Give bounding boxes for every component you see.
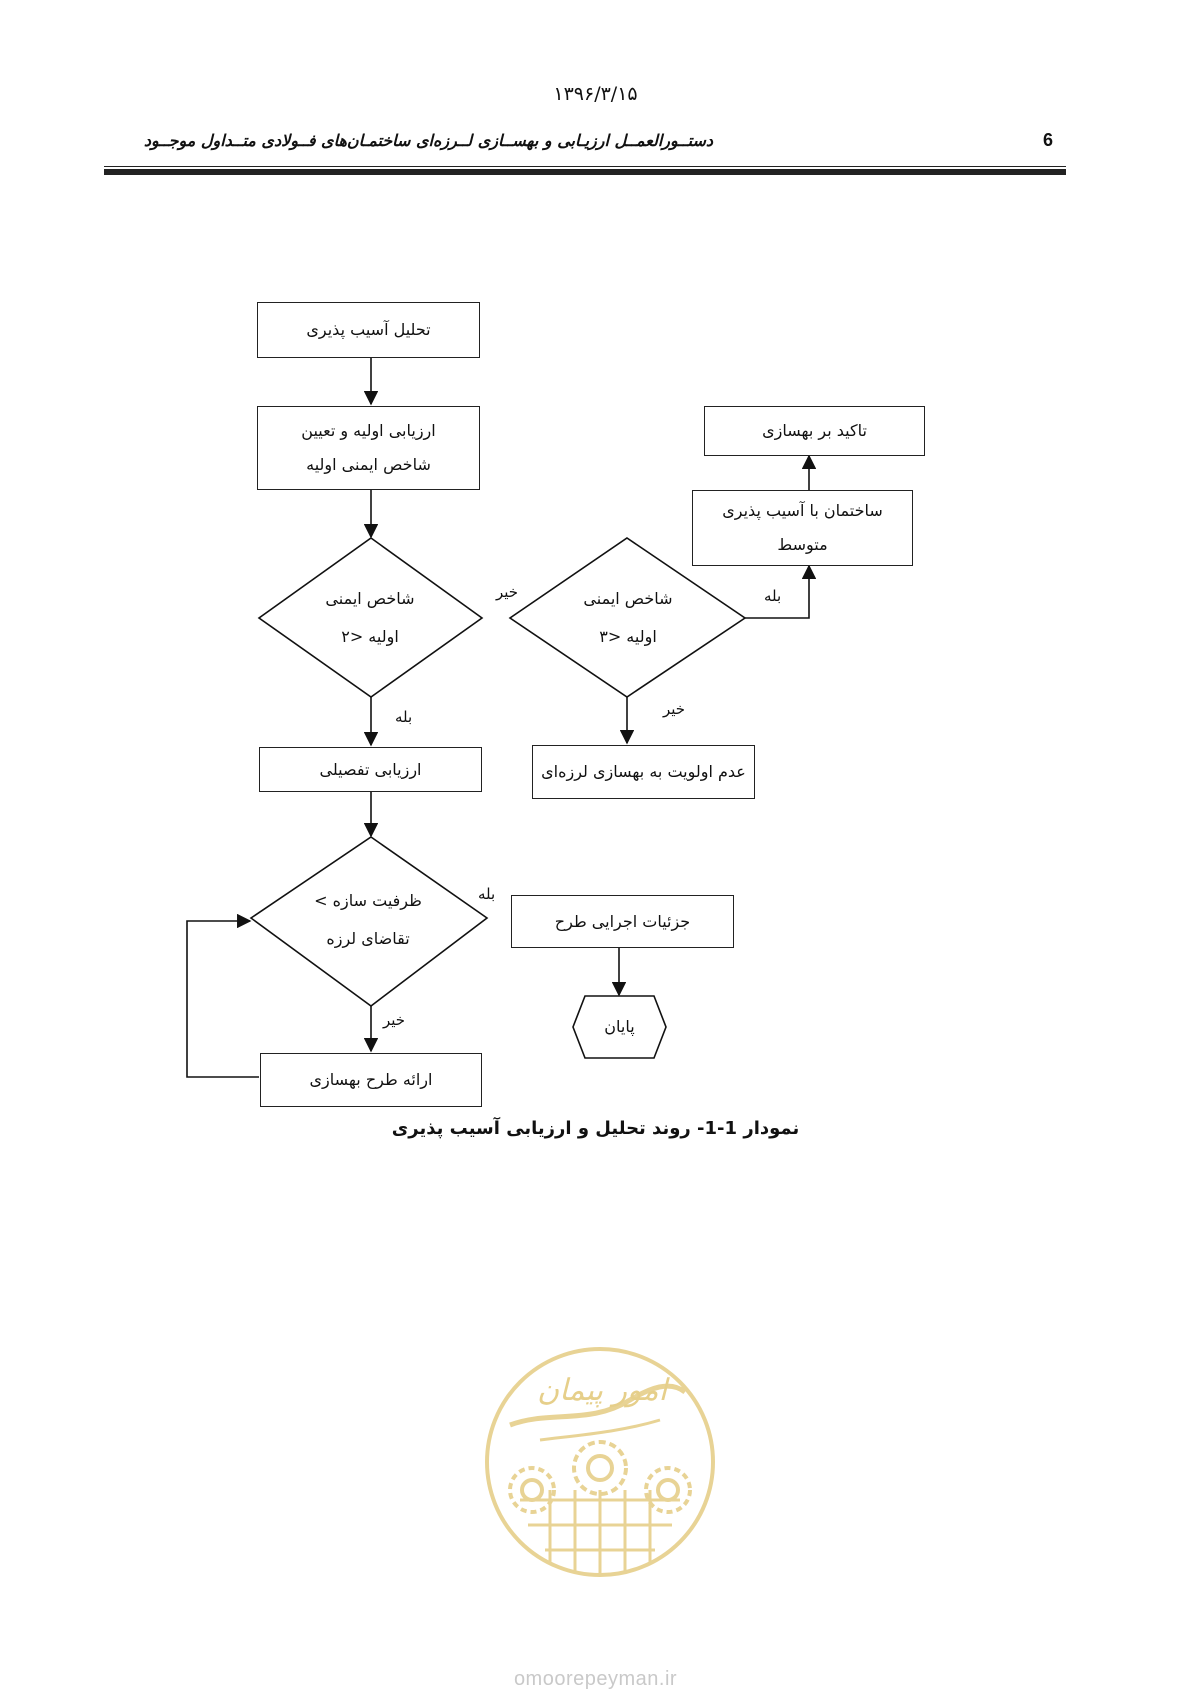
node-medium-vulnerability-label: ساختمان با آسیب پذیری متوسط bbox=[722, 501, 883, 554]
node-initial-assessment bbox=[257, 406, 480, 490]
node-medium-vulnerability bbox=[692, 490, 913, 566]
node-design-details bbox=[511, 895, 734, 948]
running-title: دستــورالعمــل ارزیـابی و بهســازی لــرزه‌ای ساختمـان‌های فــولادی متــداول موجــود bbox=[143, 131, 713, 150]
figure-caption: نمودار 1-1- روند تحلیل و ارزیابی آسیب پذیری bbox=[391, 1118, 800, 1139]
edge-label-no-3: خیر bbox=[383, 1011, 406, 1029]
decision-1-label: شاخص ایمنی اولیه <۲ bbox=[325, 589, 415, 646]
decision-3-label: ظرفیت سازه > تقاضای لرزه bbox=[314, 891, 422, 948]
page-number: 6 bbox=[1043, 130, 1054, 150]
edge-label-no-1: خیر bbox=[496, 583, 519, 601]
node-detailed-assessment-label: ارزیابی تفصیلی bbox=[319, 759, 422, 779]
node-vulnerability-analysis-label: تحلیل آسیب پذیری bbox=[306, 320, 431, 339]
node-no-priority-label: عدم اولویت به بهسازی لرزه‌ای bbox=[541, 762, 746, 781]
node-vulnerability-analysis bbox=[257, 302, 480, 358]
node-present-retrofit-plan bbox=[260, 1053, 482, 1107]
node-emphasis-retrofit bbox=[704, 406, 925, 456]
end-label: پایان bbox=[604, 1017, 635, 1036]
node-design-details-label: جزئیات اجرایی طرح bbox=[554, 911, 691, 931]
edge-plan-loop-back bbox=[187, 921, 259, 1077]
decision-2-label: شاخص ایمنی اولیه <۳ bbox=[583, 589, 673, 646]
edge-label-no-2: خیر bbox=[663, 700, 686, 718]
node-initial-assessment-label: ارزیابی اولیه و تعیین شاخص ایمنی اولیه bbox=[301, 421, 436, 474]
edge-label-yes-3: بله bbox=[478, 885, 496, 903]
watermark-logo-text: امور پیمان bbox=[537, 1373, 667, 1408]
edge-label-yes-2: بله bbox=[395, 708, 413, 726]
date-text: ۱۳۹۶/۳/۱۵ bbox=[553, 83, 638, 105]
watermark-url: omoorepeyman.ir bbox=[513, 1668, 678, 1690]
watermark-logo bbox=[480, 1340, 720, 1600]
node-emphasis-retrofit-label: تاکید بر بهسازی bbox=[762, 421, 867, 440]
node-detailed-assessment bbox=[259, 747, 482, 792]
edge-label-yes-1: بله bbox=[764, 587, 782, 605]
node-present-retrofit-plan-label: ارائه طرح بهسازی bbox=[309, 1070, 433, 1089]
node-no-priority bbox=[532, 745, 755, 799]
